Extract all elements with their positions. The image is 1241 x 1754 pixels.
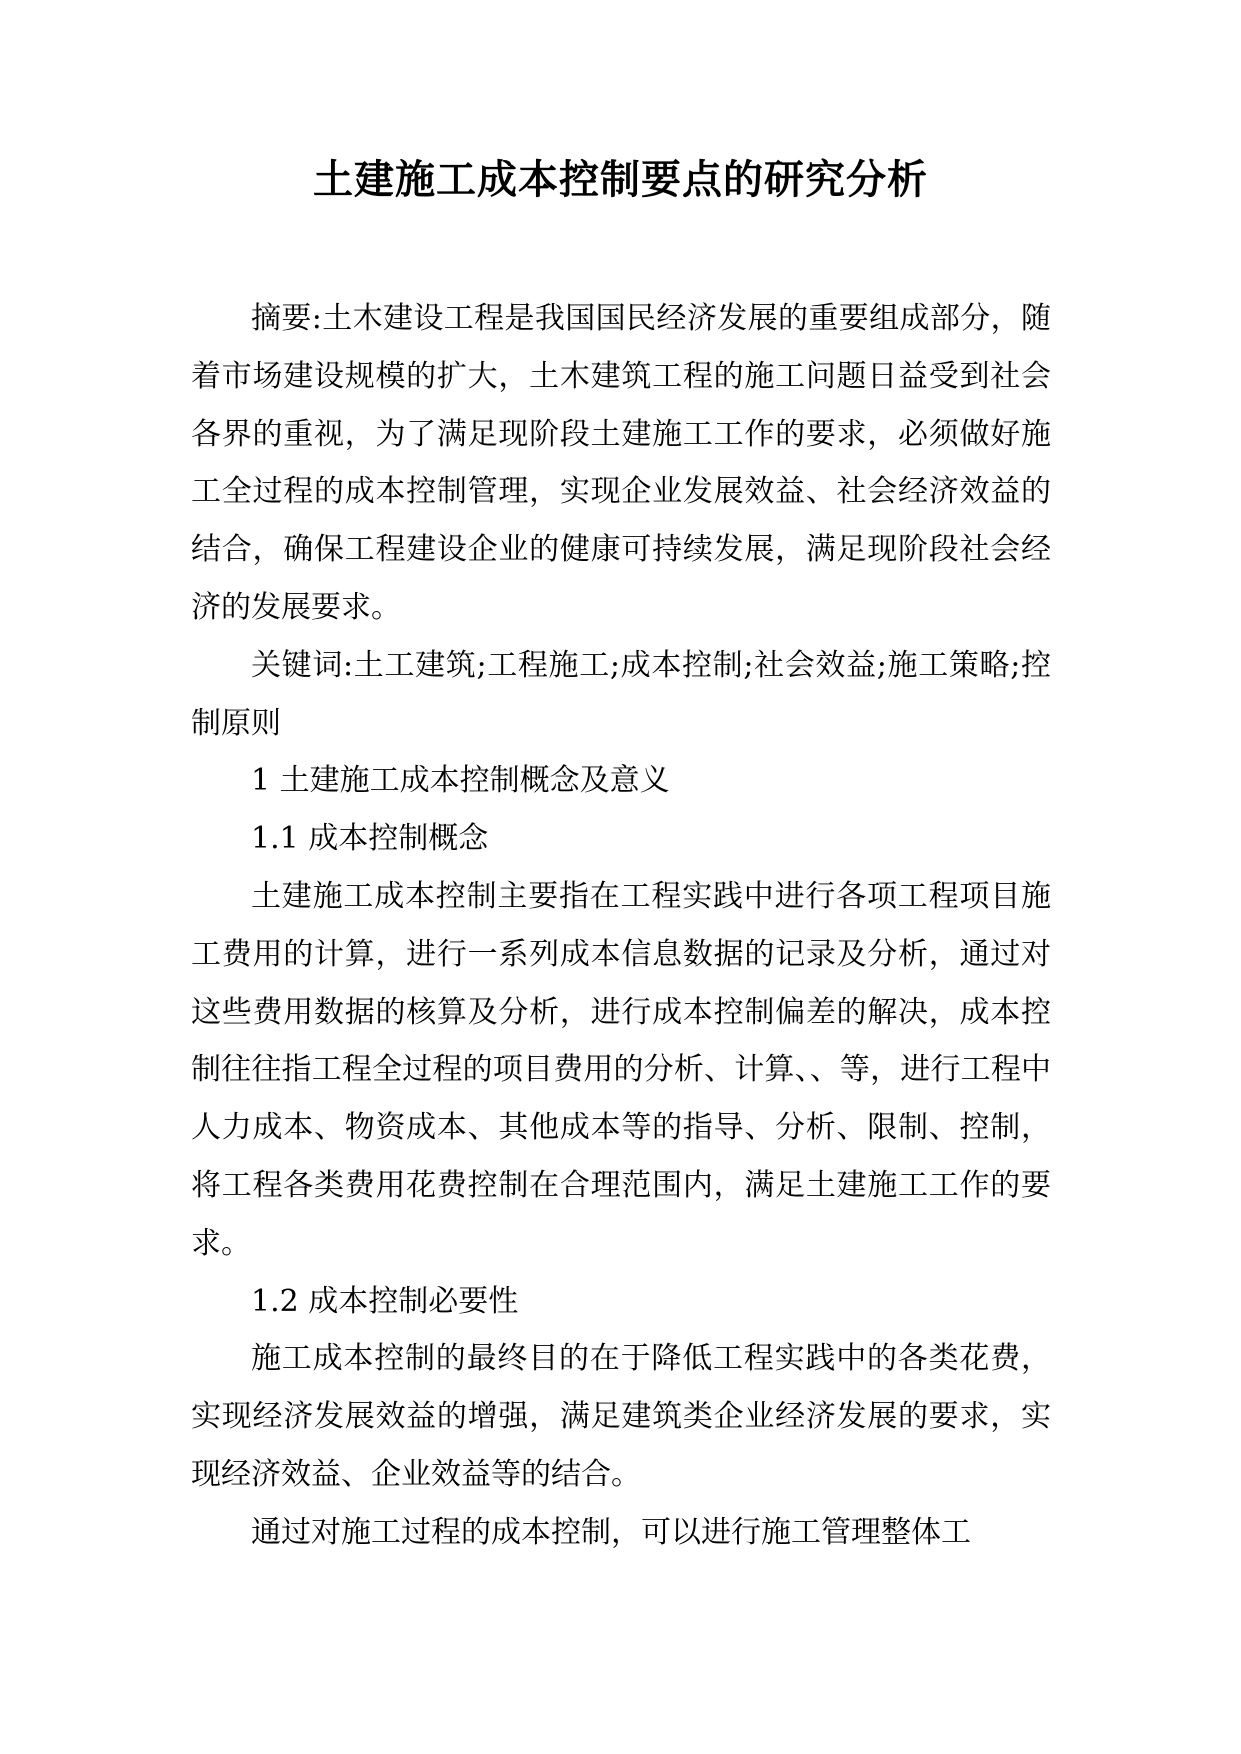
section-1-2-heading: 1.2 成本控制必要性 (251, 1283, 519, 1319)
section-1-1-heading: 1.1 成本控制概念 (251, 821, 489, 857)
section-1-1-paragraph: 土建施工成本控制主要指在工程实践中进行各项工程项目施工费用的计算，进行一系列成本信息数据的记录及分析，通过对这些费用数据的核算及分析，进行成本控制偏差的解决，成本控制往往指工程全过程的项目费用的分析、计算、、等，进行工程中人力成本、物资成本、其他成本等的指导、分析、限制、控制，将工程各类费用花费控制在合理范围内，满足土建施工工作的要求。 (191, 878, 1051, 1261)
section-1-2-paragraph-1: 施工成本控制的最终目的在于降低工程实践中的各类花费，实现经济发展效益的增强，满足建筑类企业经济发展的要求，实现经济效益、企业效益等的结合。 (191, 1341, 1051, 1492)
keywords-paragraph: 关键词:土工建筑;工程施工;成本控制;社会效益;施工策略;控制原则 (191, 647, 1051, 741)
section-1-heading: 1 土建施工成本控制概念及意义 (251, 763, 670, 799)
document-body (191, 290, 1051, 1562)
document-title: 土建施工成本控制要点的研究分析 (313, 157, 928, 203)
abstract-paragraph: 摘要:土木建设工程是我国国民经济发展的重要组成部分，随着市场建设规模的扩大，土木建筑工程的施工问题日益受到社会各界的重视，为了满足现阶段土建施工工作的要求，必须做好施工全过程的成本控制管理，实现企业发展效益、社会经济效益的结合，确保工程建设企业的健康可持续发展，满足现阶段社会经济的发展要求。 (191, 301, 1051, 625)
section-1-2-paragraph-2: 通过对施工过程的成本控制，可以进行施工管理整体工 (251, 1514, 971, 1550)
